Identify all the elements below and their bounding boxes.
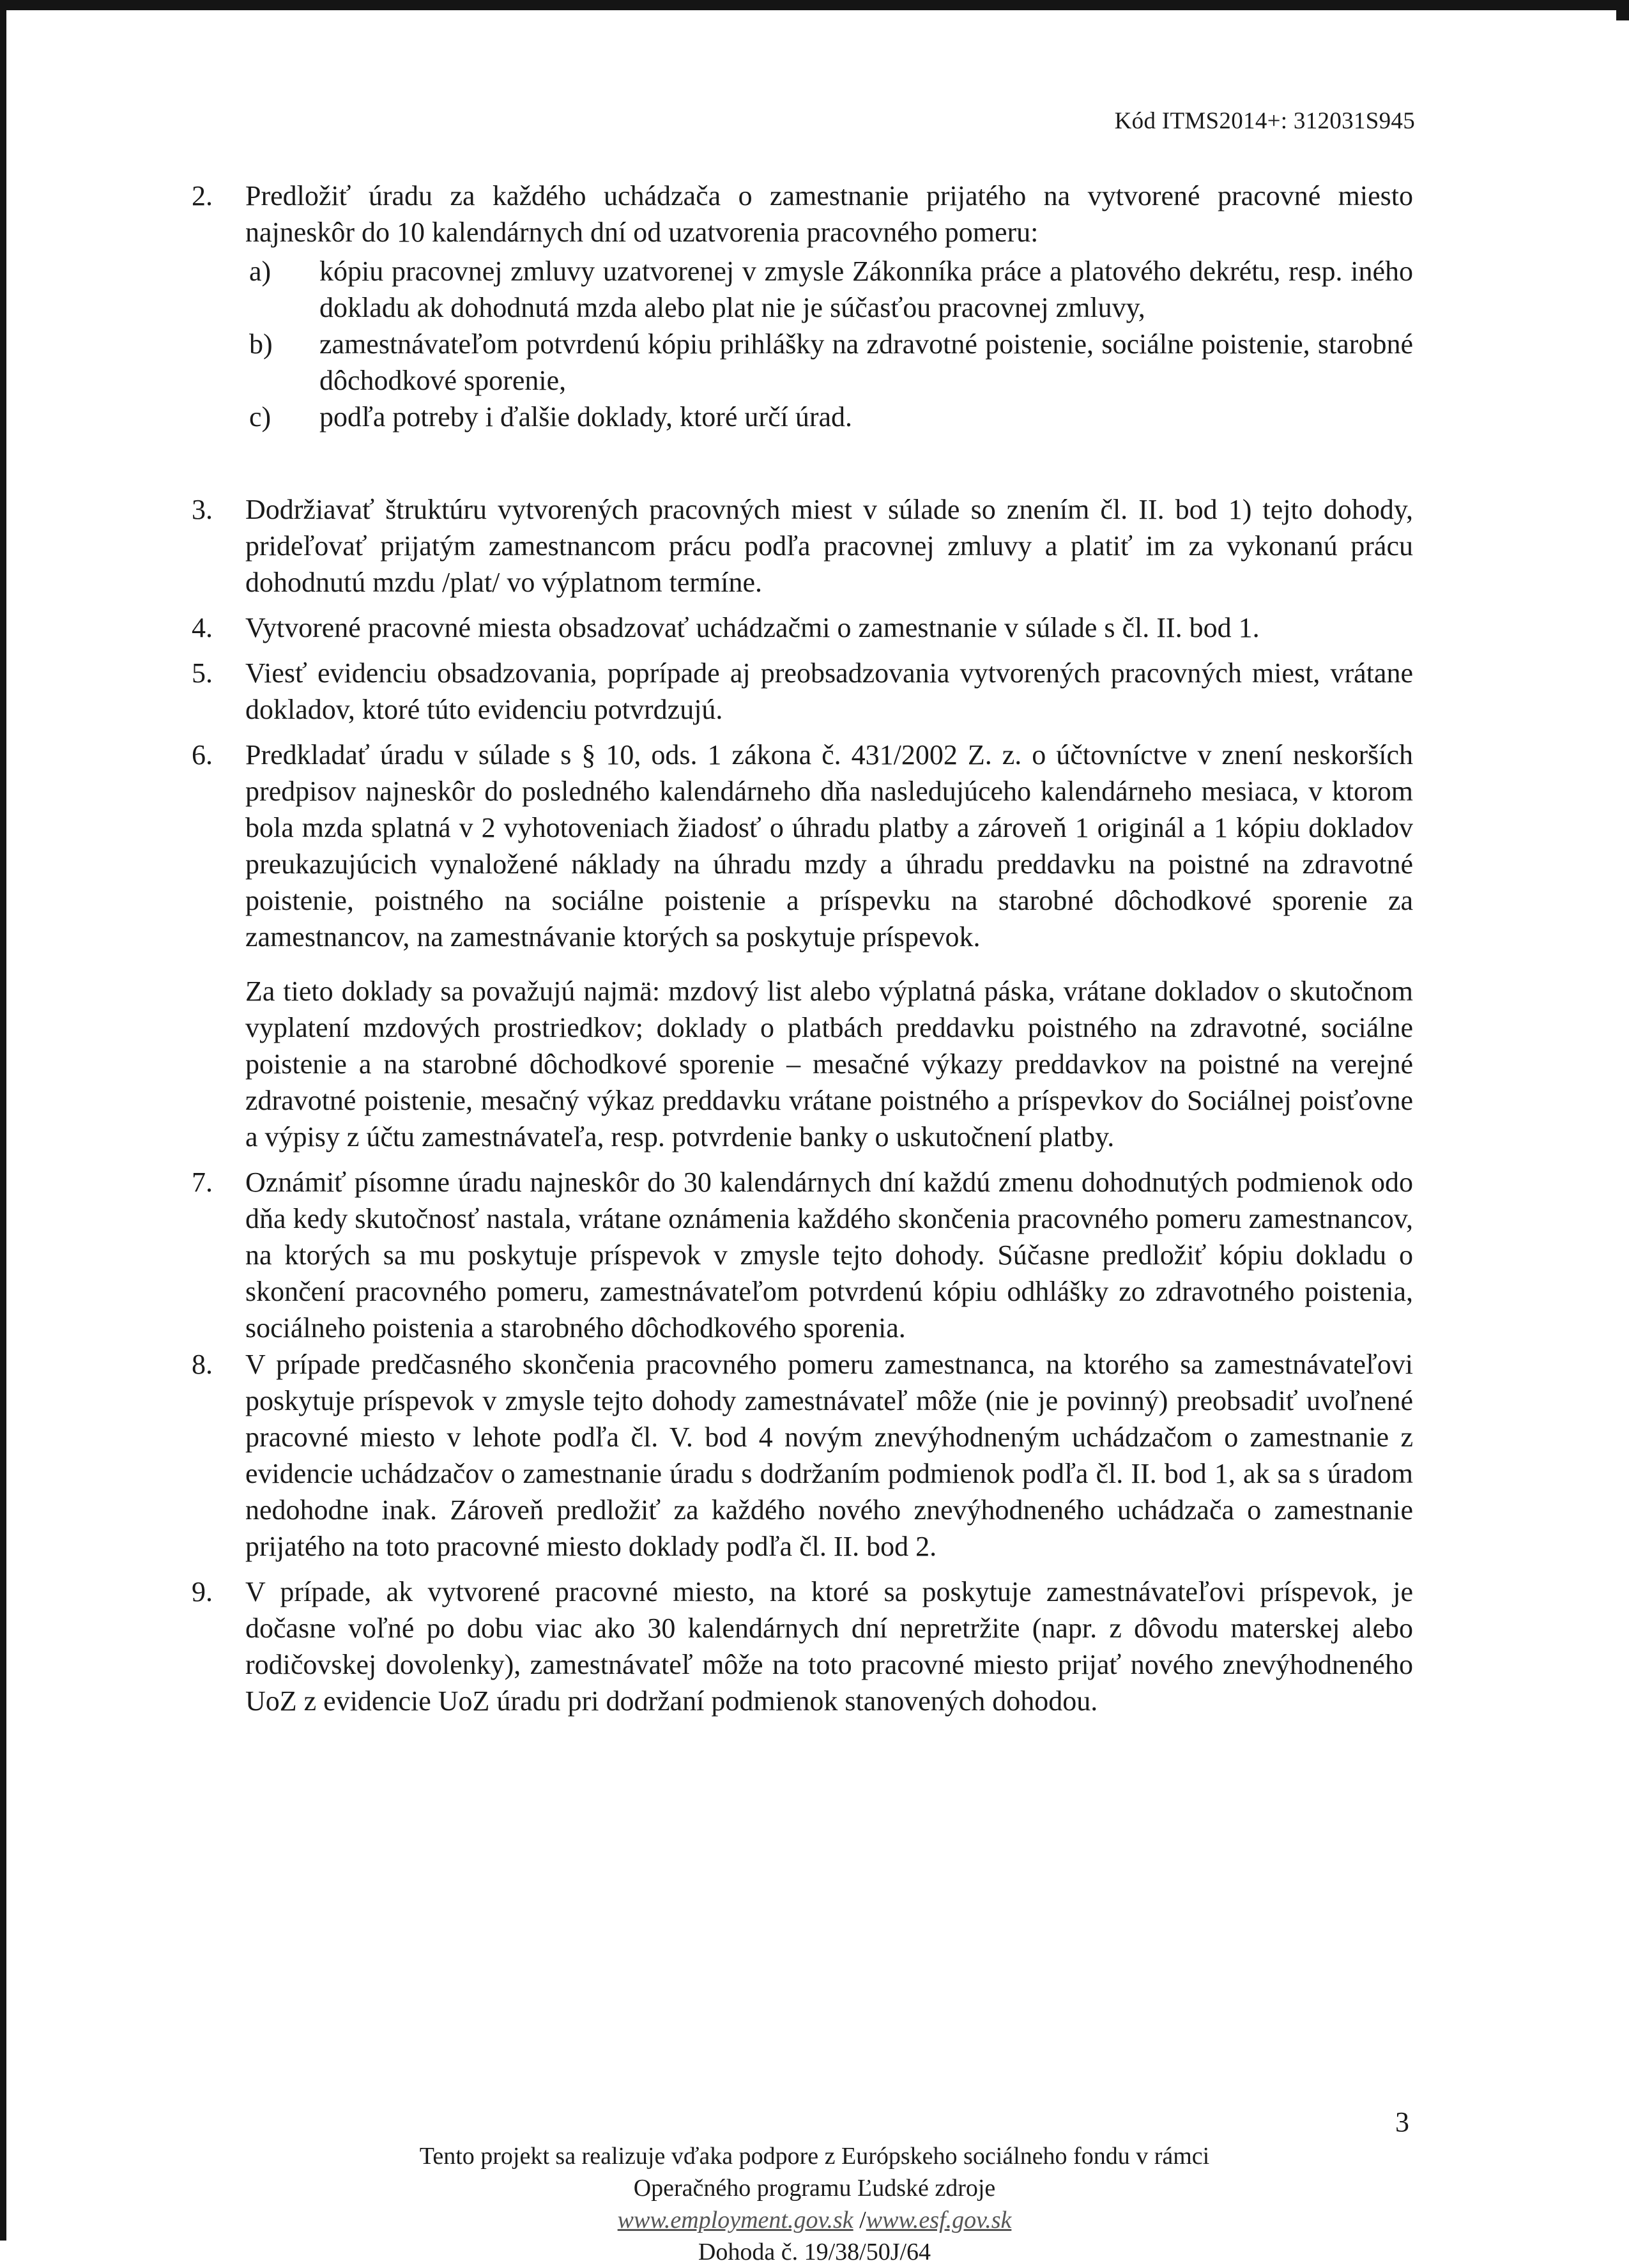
sub-item-letter: a)	[249, 256, 272, 287]
item-number: 3.	[192, 494, 213, 525]
footer-links	[0, 2204, 1629, 2236]
sub-item-text: zamestnávateľom potvrdenú kópiu prihlášky na zdravotné poistenie, sociálne poistenie, starobné dôchodkové sporenie,	[319, 328, 1413, 396]
item-text: Dodržiavať štruktúru vytvorených pracovných miest v súlade so znením čl. II. bod 1) tejto dohody, prideľovať prijatým zamestnancom prácu podľa pracovnej zmluvy a platiť im za vykonanú prácu dohodnutú mzdu /plat/ vo výplatnom termíne.	[245, 494, 1413, 598]
list-item	[192, 1164, 1413, 1346]
item-number: 4.	[192, 612, 213, 643]
scan-border-left	[0, 0, 6, 2241]
sub-item-letter: c)	[249, 401, 272, 433]
scan-border-top	[0, 0, 1629, 10]
item-extra-paragraph: Za tieto doklady sa považujú najmä: mzdový list alebo výplatná páska, vrátane dokladov o skutočnom vyplatení mzdových prostriedkov; doklady o platbách preddavku poistného na zdravotné, sociálne poistenie a na starobné dôchodkové sporenie – mesačné výkazy preddavkov na poistné na verejné zdravotné poistenie, mesačný výkaz preddavku vrátane poistného a príspevkov do Sociálnej poisťovne a výpisy z účtu zamestnávateľa, resp. potvrdenie banky o uskutočnení platby.	[245, 976, 1413, 1153]
list-item	[192, 1346, 1413, 1565]
page-number: 3	[1395, 2106, 1409, 2138]
item-number: 5.	[192, 657, 213, 689]
item-text: Vytvorené pracovné miesta obsadzovať uchádzačmi o zamestnanie v súlade s čl. II. bod 1.	[245, 612, 1260, 643]
list-item	[192, 178, 1413, 435]
item-number: 7.	[192, 1167, 213, 1198]
list-item	[192, 1574, 1413, 1719]
esf-link[interactable]: www.esf.gov.sk	[866, 2207, 1012, 2234]
sub-item-text: podľa potreby i ďalšie doklady, ktoré určí úrad.	[319, 401, 853, 433]
item-number: 9.	[192, 1576, 213, 1607]
agreement-number: Dohoda č. 19/38/50J/64	[698, 2239, 931, 2265]
scan-border-corner	[1616, 0, 1629, 20]
list-item	[192, 609, 1413, 646]
sub-item	[192, 399, 1413, 435]
item-number: 8.	[192, 1349, 213, 1380]
item-text: Oznámiť písomne úradu najneskôr do 30 kalendárnych dní každú zmenu dohodnutých podmienok odo dňa kedy skutočnosť nastala, vrátane oznámenia každého skončenia pracovného pomeru zamestnancov, na ktorých sa mu poskytuje príspevok v zmysle tejto dohody. Súčasne predložiť kópiu dokladu o skončení pracovného pomeru, zamestnávateľom potvrdenú kópiu odhlášky zo zdravotného poistenia, sociálneho poistenia a starobného dôchodkového sporenia.	[245, 1167, 1413, 1344]
item-text: V prípade predčasného skončenia pracovného pomeru zamestnanca, na ktorého sa zamestnávateľovi poskytuje príspevok v zmysle tejto dohody zamestnávateľ môže (nie je povinný) preobsadiť uvoľnené pracovné miesto v lehote podľa čl. V. bod 4 novým znevýhodneným uchádzačom o zamestnanie z evidencie uchádzačov o zamestnanie úradu s dodržaním podmienok podľa čl. II. bod 1, ak sa s úradom nedohodne inak. Zároveň predložiť za každého nového znevýhodneného uchádzača o zamestnanie prijatého na toto pracovné miesto doklady podľa čl. II. bod 2.	[245, 1349, 1413, 1562]
item-text: Predložiť úradu za každého uchádzača o zamestnanie prijatého na vytvorené pracovné miesto najneskôr do 10 kalendárnych dní od uzatvorenia pracovného pomeru:	[245, 180, 1413, 248]
item-number: 6.	[192, 739, 213, 770]
footer-link-separator: /	[853, 2207, 866, 2234]
item-text: Viesť evidenciu obsadzovania, poprípade aj preobsadzovania vytvorených pracovných miest, vrátane dokladov, ktoré túto evidenciu potvrdzujú.	[245, 657, 1413, 725]
footer-funding-line: Tento projekt sa realizuje vďaka podpore z Európskeho sociálneho fondu v rámci	[419, 2143, 1210, 2170]
sub-item-text: kópiu pracovnej zmluvy uzatvorenej v zmysle Zákonníka práce a platového dekrétu, resp. iného dokladu ak dohodnutá mzda alebo plat nie je súčasťou pracovnej zmluvy,	[319, 256, 1413, 323]
item-text: V prípade, ak vytvorené pracovné miesto, na ktoré sa poskytuje zamestnávateľovi príspevok, je dočasne voľné po dobu viac ako 30 kalendárnych dní nepretržite (napr. z dôvodu materskej alebo rodičovskej dovolenky), zamestnávateľ môže na toto pracovné miesto prijať nového znevýhodneného UoZ z evidencie UoZ úradu pri dodržaní podmienok stanovených dohodou.	[245, 1576, 1413, 1717]
list-item	[192, 737, 1413, 1155]
itms-code: Kód ITMS2014+: 312031S945	[1114, 108, 1415, 134]
document-body	[192, 178, 1413, 1719]
footer-programme-line: Operačného programu Ľudské zdroje	[633, 2175, 996, 2202]
employment-link[interactable]: www.employment.gov.sk	[617, 2207, 853, 2234]
list-item	[192, 655, 1413, 728]
sub-item	[192, 326, 1413, 399]
footer	[0, 2140, 1629, 2268]
list-item	[192, 491, 1413, 601]
item-number: 2.	[192, 180, 213, 211]
item-text: Predkladať úradu v súlade s § 10, ods. 1 zákona č. 431/2002 Z. z. o účtovníctve v znení neskorších predpisov najneskôr do posledného kalendárneho dňa nasledujúceho kalendárneho mesiaca, v ktorom bola mzda splatná v 2 vyhotoveniach žiadosť o úhradu platby a zároveň 1 originál a 1 kópiu dokladov preukazujúcich vynaložené náklady na úhradu mzdy a úhradu preddavku na poistné na zdravotné poistenie, poistného na sociálne poistenie a príspevku na starobné dôchodkové sporenie za zamestnancov, na zamestnávanie ktorých sa poskytuje príspevok.	[245, 739, 1413, 953]
sub-item	[192, 253, 1413, 326]
sub-list	[245, 253, 1413, 435]
sub-item-letter: b)	[249, 328, 273, 360]
